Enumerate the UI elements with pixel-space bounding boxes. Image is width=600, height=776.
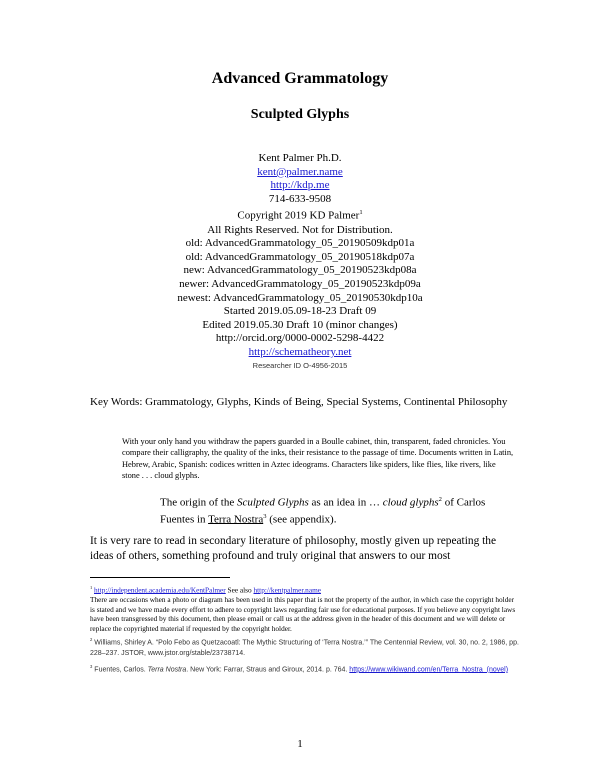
author-block xyxy=(0,152,600,371)
footnote-1: $^1$ http://independent.academia.edu/KentPalmer See also http://kentpalmer.name There are occasions when a photo or diagram has been used in this paper that is not the property of the author, in which case the copyright holder is stated and we have made every effort to adhere to copyright laws regarding fair use for educational purposes. If you believe any copyright laws have been transgressed by this document, then please email or call us at the address given in the header of this document and we will delete or replace the copyrighted material if requested by the copyright holder. xyxy=(90,585,516,633)
orcid-line: http://orcid.org/0000-0002-5298-4422 xyxy=(215,332,385,345)
page-number: 1 xyxy=(297,738,303,750)
version-line: newer: AdvancedGrammatology_05_20190523kdp09a xyxy=(179,278,421,290)
version-line: old: AdvancedGrammatology_05_20190509kdp01a xyxy=(185,237,415,250)
email-link[interactable]: kent@palmer.name xyxy=(257,165,343,178)
copyright-line: Copyright 2019 KD Palmer$^1$ xyxy=(237,209,363,223)
schema-theory-link[interactable]: http://schematheory.net xyxy=(248,345,352,358)
terra-nostra-link[interactable]: Terra Nostra xyxy=(208,513,264,526)
footnote-ref-2[interactable]: 2 xyxy=(438,496,442,503)
footnote-3: $^3$ Fuentes, Carlos. Terra Nostra. New York: Farrar, Straus and Giroux, 2014. p. 764. https://www.wikiwand.com/en/Terra_Nostra_(novel) xyxy=(90,663,509,674)
kentpalmer-link[interactable]: http://kentpalmer.name xyxy=(253,585,321,595)
footnote-divider xyxy=(90,577,230,578)
document-subtitle: Sculpted Glyphs xyxy=(250,107,350,122)
author-name: Kent Palmer Ph.D. xyxy=(258,152,342,164)
phone-number: 714-633-9508 xyxy=(268,192,332,205)
version-line: newest: AdvancedGrammatology_05_20190530kdp10a xyxy=(177,291,423,304)
footnotes xyxy=(90,583,520,678)
footnote-ref-3[interactable]: 3 xyxy=(263,512,267,520)
website-link[interactable]: http://kdp.me xyxy=(270,179,330,192)
started-line: Started 2019.05.09-18-23 Draft 09 xyxy=(223,305,377,318)
epigraph-quote: With your only hand you withdraw the papers guarded in a Boulle cabinet, thin, transparent, faded chronicles. You compare their calligraphy, the quality of the inks, their resistance to the passage of time. Documents written in Latin, Hebrew, Arabic, Spanish: codices written in Aztec ideograms. Characters like spiders, like flies, like rivers, like stone . . . cloud glyphs. xyxy=(122,437,514,480)
edited-line: Edited 2019.05.30 Draft 10 (minor changes) xyxy=(202,318,398,331)
document-title: Advanced Grammatology xyxy=(211,70,389,87)
body-paragraph: It is very rare to read in secondary literature of philosophy, mostly given up repeating the ideas of others, something profound and truly original that answers to our most xyxy=(90,535,497,562)
keywords-paragraph: Key Words: Grammatology, Glyphs, Kinds of Being, Special Systems, Continental Philosophy xyxy=(90,396,508,408)
origin-paragraph: The origin of the Sculpted Glyphs as an idea in … cloud glyphs$^2$ of Carlos Fuentes in Terra Nostra$^3$ (see appendix). xyxy=(160,496,486,526)
wikiwand-link[interactable]: https://www.wikiwand.com/en/Terra_Nostra_(novel) xyxy=(349,666,509,674)
academia-link[interactable]: http://independent.academia.edu/KentPalmer xyxy=(94,585,226,595)
footnote-2: $^2$ Williams, Shirley A. “Polo Febo as Quetzacoatl: The Mythic Structuring of ‘Terra Nostra.’” The Centennial Review, vol. 30, no. 2, 1986, pp. 228–237. JSTOR, www.jstor.org/stable/23738714. xyxy=(90,637,519,658)
version-line: old: AdvancedGrammatology_05_20190518kdp07a xyxy=(185,250,415,263)
version-line: new: AdvancedGrammatology_05_20190523kdp08a xyxy=(183,264,417,277)
researcher-id: Researcher ID O-4956-2015 xyxy=(252,360,348,370)
rights-line: All Rights Reserved. Not for Distribution. xyxy=(207,223,393,236)
